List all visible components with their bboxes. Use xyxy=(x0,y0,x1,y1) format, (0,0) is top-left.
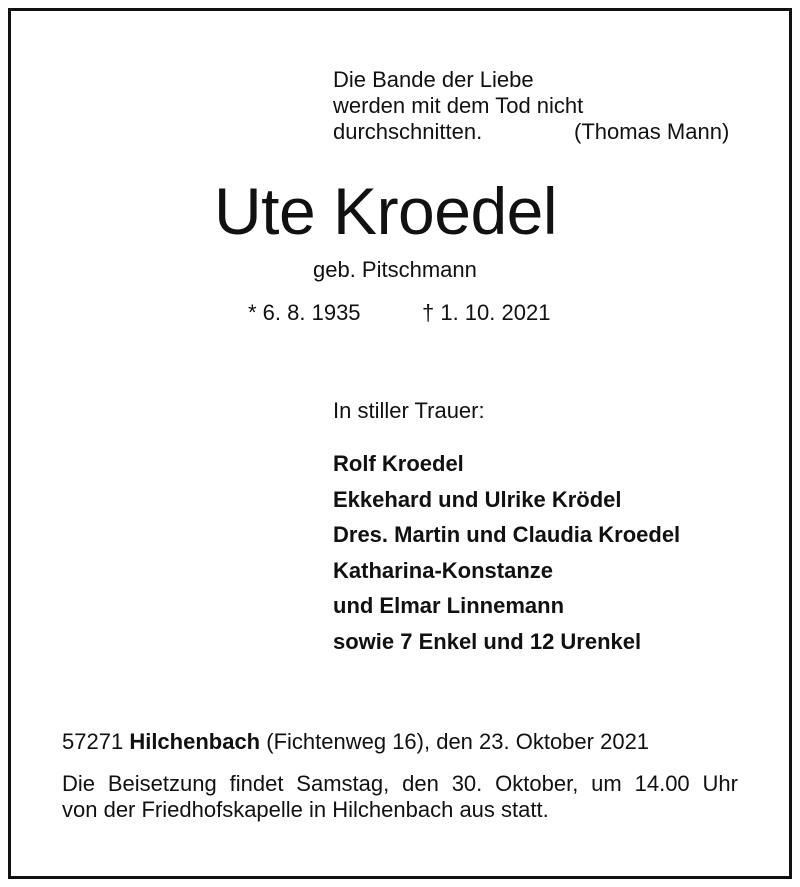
quote xyxy=(333,67,583,145)
deceased-name: Ute Kroedel xyxy=(214,174,558,248)
mourning-heading: In stiller Trauer: xyxy=(333,398,485,423)
mourner-name: Ekkehard und Ulrike Krödel xyxy=(333,486,622,512)
town: Hilchenbach xyxy=(129,729,261,754)
burial-line: Die Beisetzung findet Samstag, den 30. Oktober, um 14.00 Uhr xyxy=(62,771,738,796)
quote-author: (Thomas Mann) xyxy=(574,119,730,144)
death-date: † 1. 10. 2021 xyxy=(422,300,551,325)
mourner-name: Dres. Martin und Claudia Kroedel xyxy=(333,522,681,547)
mourner-name: sowie 7 Enkel und 12 Urenkel xyxy=(333,628,642,654)
mourner-name: Katharina-Konstanze xyxy=(333,557,554,583)
mourner-name: Rolf Kroedel xyxy=(333,451,464,476)
burial-info xyxy=(62,771,738,823)
quote-line: durchschnitten. xyxy=(333,119,483,144)
mourners-list xyxy=(333,446,680,659)
mourner-name: und Elmar Linnemann xyxy=(333,593,565,618)
quote-line: werden mit dem Tod nicht xyxy=(333,93,584,118)
birth-date: * 6. 8. 1935 xyxy=(248,300,361,325)
birth-name: geb. Pitschmann xyxy=(313,257,477,282)
burial-line: von der Friedhofskapelle in Hilchenbach aus statt. xyxy=(62,797,549,822)
quote-line: Die Bande der Liebe xyxy=(333,67,534,92)
address-date: (Fichtenweg 16), den 23. Oktober 2021 xyxy=(266,729,650,754)
dateline xyxy=(62,729,649,755)
postcode: 57271 xyxy=(62,729,124,754)
